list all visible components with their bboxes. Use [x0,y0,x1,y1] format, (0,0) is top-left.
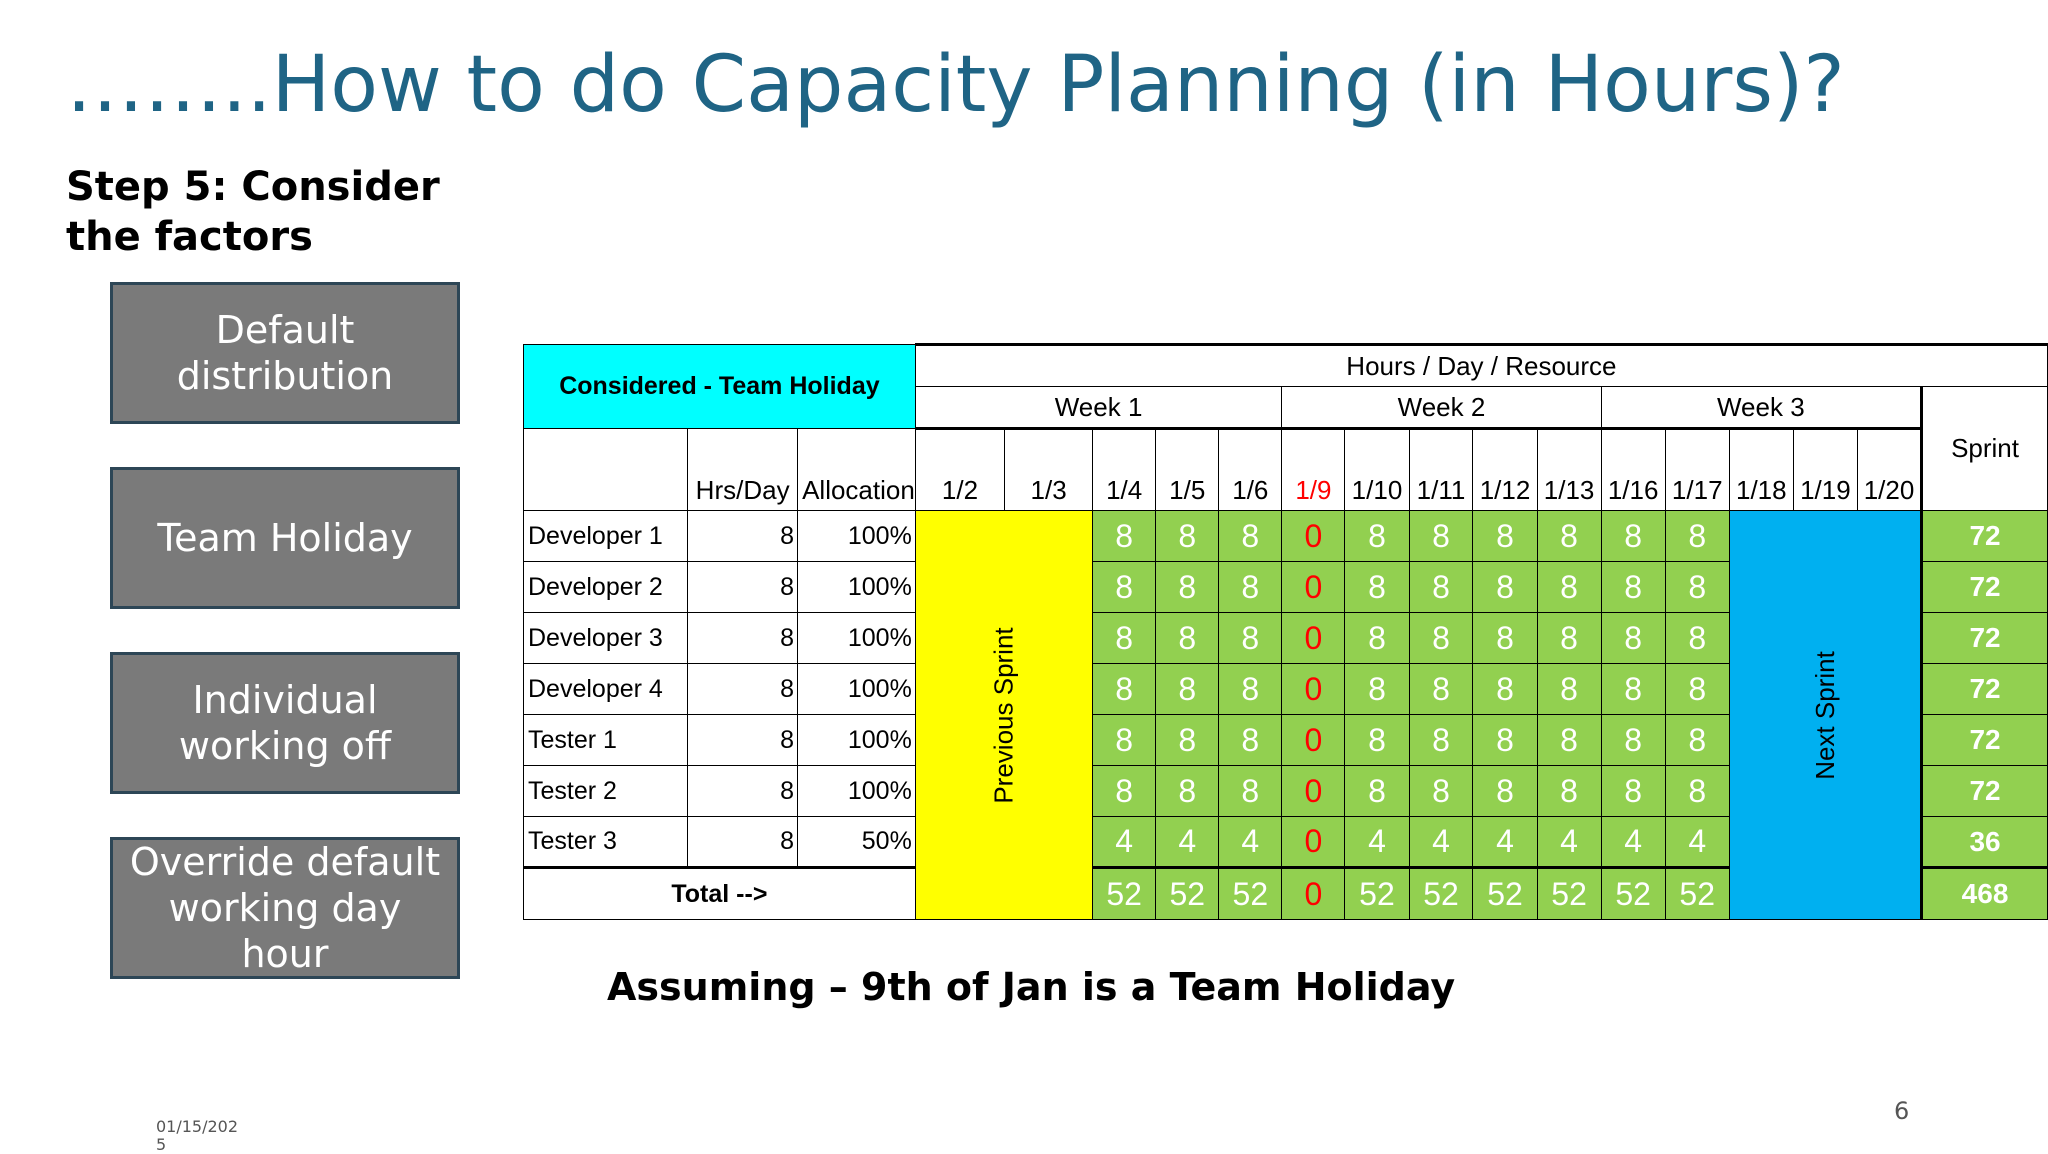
hours-cell: 8 [1219,715,1282,766]
total-cell: 52 [1665,868,1729,920]
date-header: 1/12 [1473,429,1537,511]
name-column-header [524,429,688,511]
hrs-per-day-value: 8 [688,715,798,766]
allocation-value: 100% [798,613,916,664]
resource-name: Tester 1 [524,715,688,766]
total-cell: 52 [1537,868,1601,920]
hours-cell: 8 [1345,715,1409,766]
hours-cell: 8 [1409,613,1473,664]
hours-cell: 8 [1409,715,1473,766]
slide-title: ……..How to do Capacity Planning (in Hours)? [66,40,1845,130]
hours-cell: 4 [1473,817,1537,868]
step-heading: Step 5: Consider the factors [66,164,440,260]
allocation-value: 100% [798,664,916,715]
hours-cell: 8 [1473,664,1537,715]
hours-cell: 4 [1601,817,1665,868]
hours-cell: 8 [1601,715,1665,766]
date-header: 1/16 [1601,429,1665,511]
allocation-header: Allocation [798,429,916,511]
allocation-value: 100% [798,511,916,562]
hrs-per-day-value: 8 [688,766,798,817]
hours-cell: 8 [1601,766,1665,817]
hours-cell: 8 [1473,766,1537,817]
footer-date: 01/15/2025 [156,1117,239,1154]
resource-name: Developer 1 [524,511,688,562]
week-3-header: Week 3 [1601,387,1921,429]
hours-cell: 8 [1345,766,1409,817]
hours-cell: 4 [1537,817,1601,868]
capacity-table-image [523,343,2048,920]
factor-box-default-distribution: Default distribution [110,282,460,424]
allocation-value: 50% [798,817,916,868]
hours-cell: 8 [1665,766,1729,817]
previous-sprint-label: Previous Sprint [988,626,1019,804]
date-header: 1/4 [1093,429,1156,511]
hours-cell: 8 [1093,511,1156,562]
next-sprint-label: Next Sprint [1809,650,1840,780]
hours-cell: 8 [1473,613,1537,664]
date-header: 1/3 [1005,429,1093,511]
hours-cell: 8 [1537,766,1601,817]
hours-cell: 8 [1156,664,1219,715]
date-header: 1/6 [1219,429,1282,511]
hours-cell: 8 [1345,664,1409,715]
date-header: 1/13 [1537,429,1601,511]
hours-cell: 8 [1665,562,1729,613]
hours-cell: 8 [1473,511,1537,562]
hours-cell: 8 [1156,715,1219,766]
total-cell: 52 [1473,868,1537,920]
hours-cell: 8 [1409,664,1473,715]
next-sprint-block [1729,511,1921,920]
hours-cell: 8 [1345,562,1409,613]
total-cell: 0 [1282,868,1345,920]
hours-cell: 4 [1409,817,1473,868]
hrs-per-day-value: 8 [688,817,798,868]
hours-cell: 8 [1156,613,1219,664]
hours-cell: 0 [1282,613,1345,664]
hours-cell: 8 [1219,511,1282,562]
week-2-header: Week 2 [1282,387,1601,429]
resource-name: Developer 3 [524,613,688,664]
hours-cell: 8 [1156,766,1219,817]
allocation-value: 100% [798,766,916,817]
hours-per-day-header: Hours / Day / Resource [915,345,2047,387]
hours-cell: 8 [1093,664,1156,715]
hours-cell: 8 [1219,613,1282,664]
hours-cell: 8 [1219,664,1282,715]
sprint-header: Sprint [1922,387,2048,511]
hours-cell: 8 [1093,562,1156,613]
hours-cell: 8 [1156,511,1219,562]
week-1-header: Week 1 [915,387,1282,429]
date-header: 1/19 [1793,429,1857,511]
sprint-hours: 72 [1922,562,2048,613]
hours-cell: 8 [1601,664,1665,715]
total-cell: 52 [1409,868,1473,920]
sprint-total: 468 [1922,868,2048,920]
hours-cell: 8 [1601,613,1665,664]
sprint-hours: 72 [1922,664,2048,715]
total-cell: 52 [1156,868,1219,920]
hours-cell: 4 [1665,817,1729,868]
resource-name: Developer 2 [524,562,688,613]
hours-cell: 8 [1537,664,1601,715]
resource-name: Tester 3 [524,817,688,868]
hours-cell: 8 [1409,511,1473,562]
hrs-per-day-value: 8 [688,511,798,562]
previous-sprint-block [915,511,1092,920]
hours-cell: 8 [1093,613,1156,664]
hours-cell: 8 [1665,613,1729,664]
hours-cell: 8 [1409,766,1473,817]
hours-cell: 8 [1219,562,1282,613]
hours-cell: 4 [1345,817,1409,868]
table-row [524,511,2048,562]
hours-cell: 8 [1665,511,1729,562]
assumption-note: Assuming – 9th of Jan is a Team Holiday [607,965,1456,1009]
hours-cell: 8 [1093,715,1156,766]
hours-cell: 8 [1537,613,1601,664]
hours-cell: 8 [1601,511,1665,562]
hours-cell: 8 [1473,562,1537,613]
hrs-per-day-value: 8 [688,664,798,715]
resource-name: Developer 4 [524,664,688,715]
hours-cell: 0 [1282,562,1345,613]
hours-cell: 8 [1473,715,1537,766]
hours-cell: 8 [1601,562,1665,613]
sprint-hours: 72 [1922,766,2048,817]
hours-cell: 0 [1282,715,1345,766]
hrs-per-day-value: 8 [688,562,798,613]
hours-cell: 8 [1345,511,1409,562]
factor-box-override-working-hour: Override default working day hour [110,837,460,979]
date-header: 1/11 [1409,429,1473,511]
hours-cell: 0 [1282,766,1345,817]
total-cell: 52 [1345,868,1409,920]
page-number: 6 [1894,1097,1910,1125]
hours-cell: 8 [1537,562,1601,613]
sprint-hours: 72 [1922,715,2048,766]
hours-cell: 4 [1156,817,1219,868]
resource-name: Tester 2 [524,766,688,817]
hours-cell: 8 [1537,511,1601,562]
hours-cell: 8 [1345,613,1409,664]
allocation-value: 100% [798,715,916,766]
factor-box-individual-working-off: Individual working off [110,652,460,794]
hours-cell: 4 [1093,817,1156,868]
hours-cell: 0 [1282,511,1345,562]
total-cell: 52 [1601,868,1665,920]
date-header: 1/9 [1282,429,1345,511]
total-label: Total --> [524,868,916,920]
hours-cell: 8 [1093,766,1156,817]
date-header: 1/2 [915,429,1004,511]
date-header: 1/5 [1156,429,1219,511]
capacity-table [523,343,2048,920]
allocation-value: 100% [798,562,916,613]
date-header: 1/17 [1665,429,1729,511]
corner-header: Considered - Team Holiday [524,345,916,429]
hours-cell: 8 [1409,562,1473,613]
hours-cell: 0 [1282,817,1345,868]
date-header: 1/20 [1857,429,1921,511]
factor-box-team-holiday: Team Holiday [110,467,460,609]
hours-cell: 8 [1665,715,1729,766]
sprint-hours: 36 [1922,817,2048,868]
date-header: 1/18 [1729,429,1793,511]
date-header: 1/10 [1345,429,1409,511]
hours-cell: 8 [1156,562,1219,613]
hours-cell: 8 [1665,664,1729,715]
hrs-per-day-header: Hrs/Day [688,429,798,511]
hours-cell: 0 [1282,664,1345,715]
total-cell: 52 [1219,868,1282,920]
hours-cell: 4 [1219,817,1282,868]
total-cell: 52 [1093,868,1156,920]
hrs-per-day-value: 8 [688,613,798,664]
sprint-hours: 72 [1922,511,2048,562]
sprint-hours: 72 [1922,613,2048,664]
hours-cell: 8 [1219,766,1282,817]
hours-cell: 8 [1537,715,1601,766]
